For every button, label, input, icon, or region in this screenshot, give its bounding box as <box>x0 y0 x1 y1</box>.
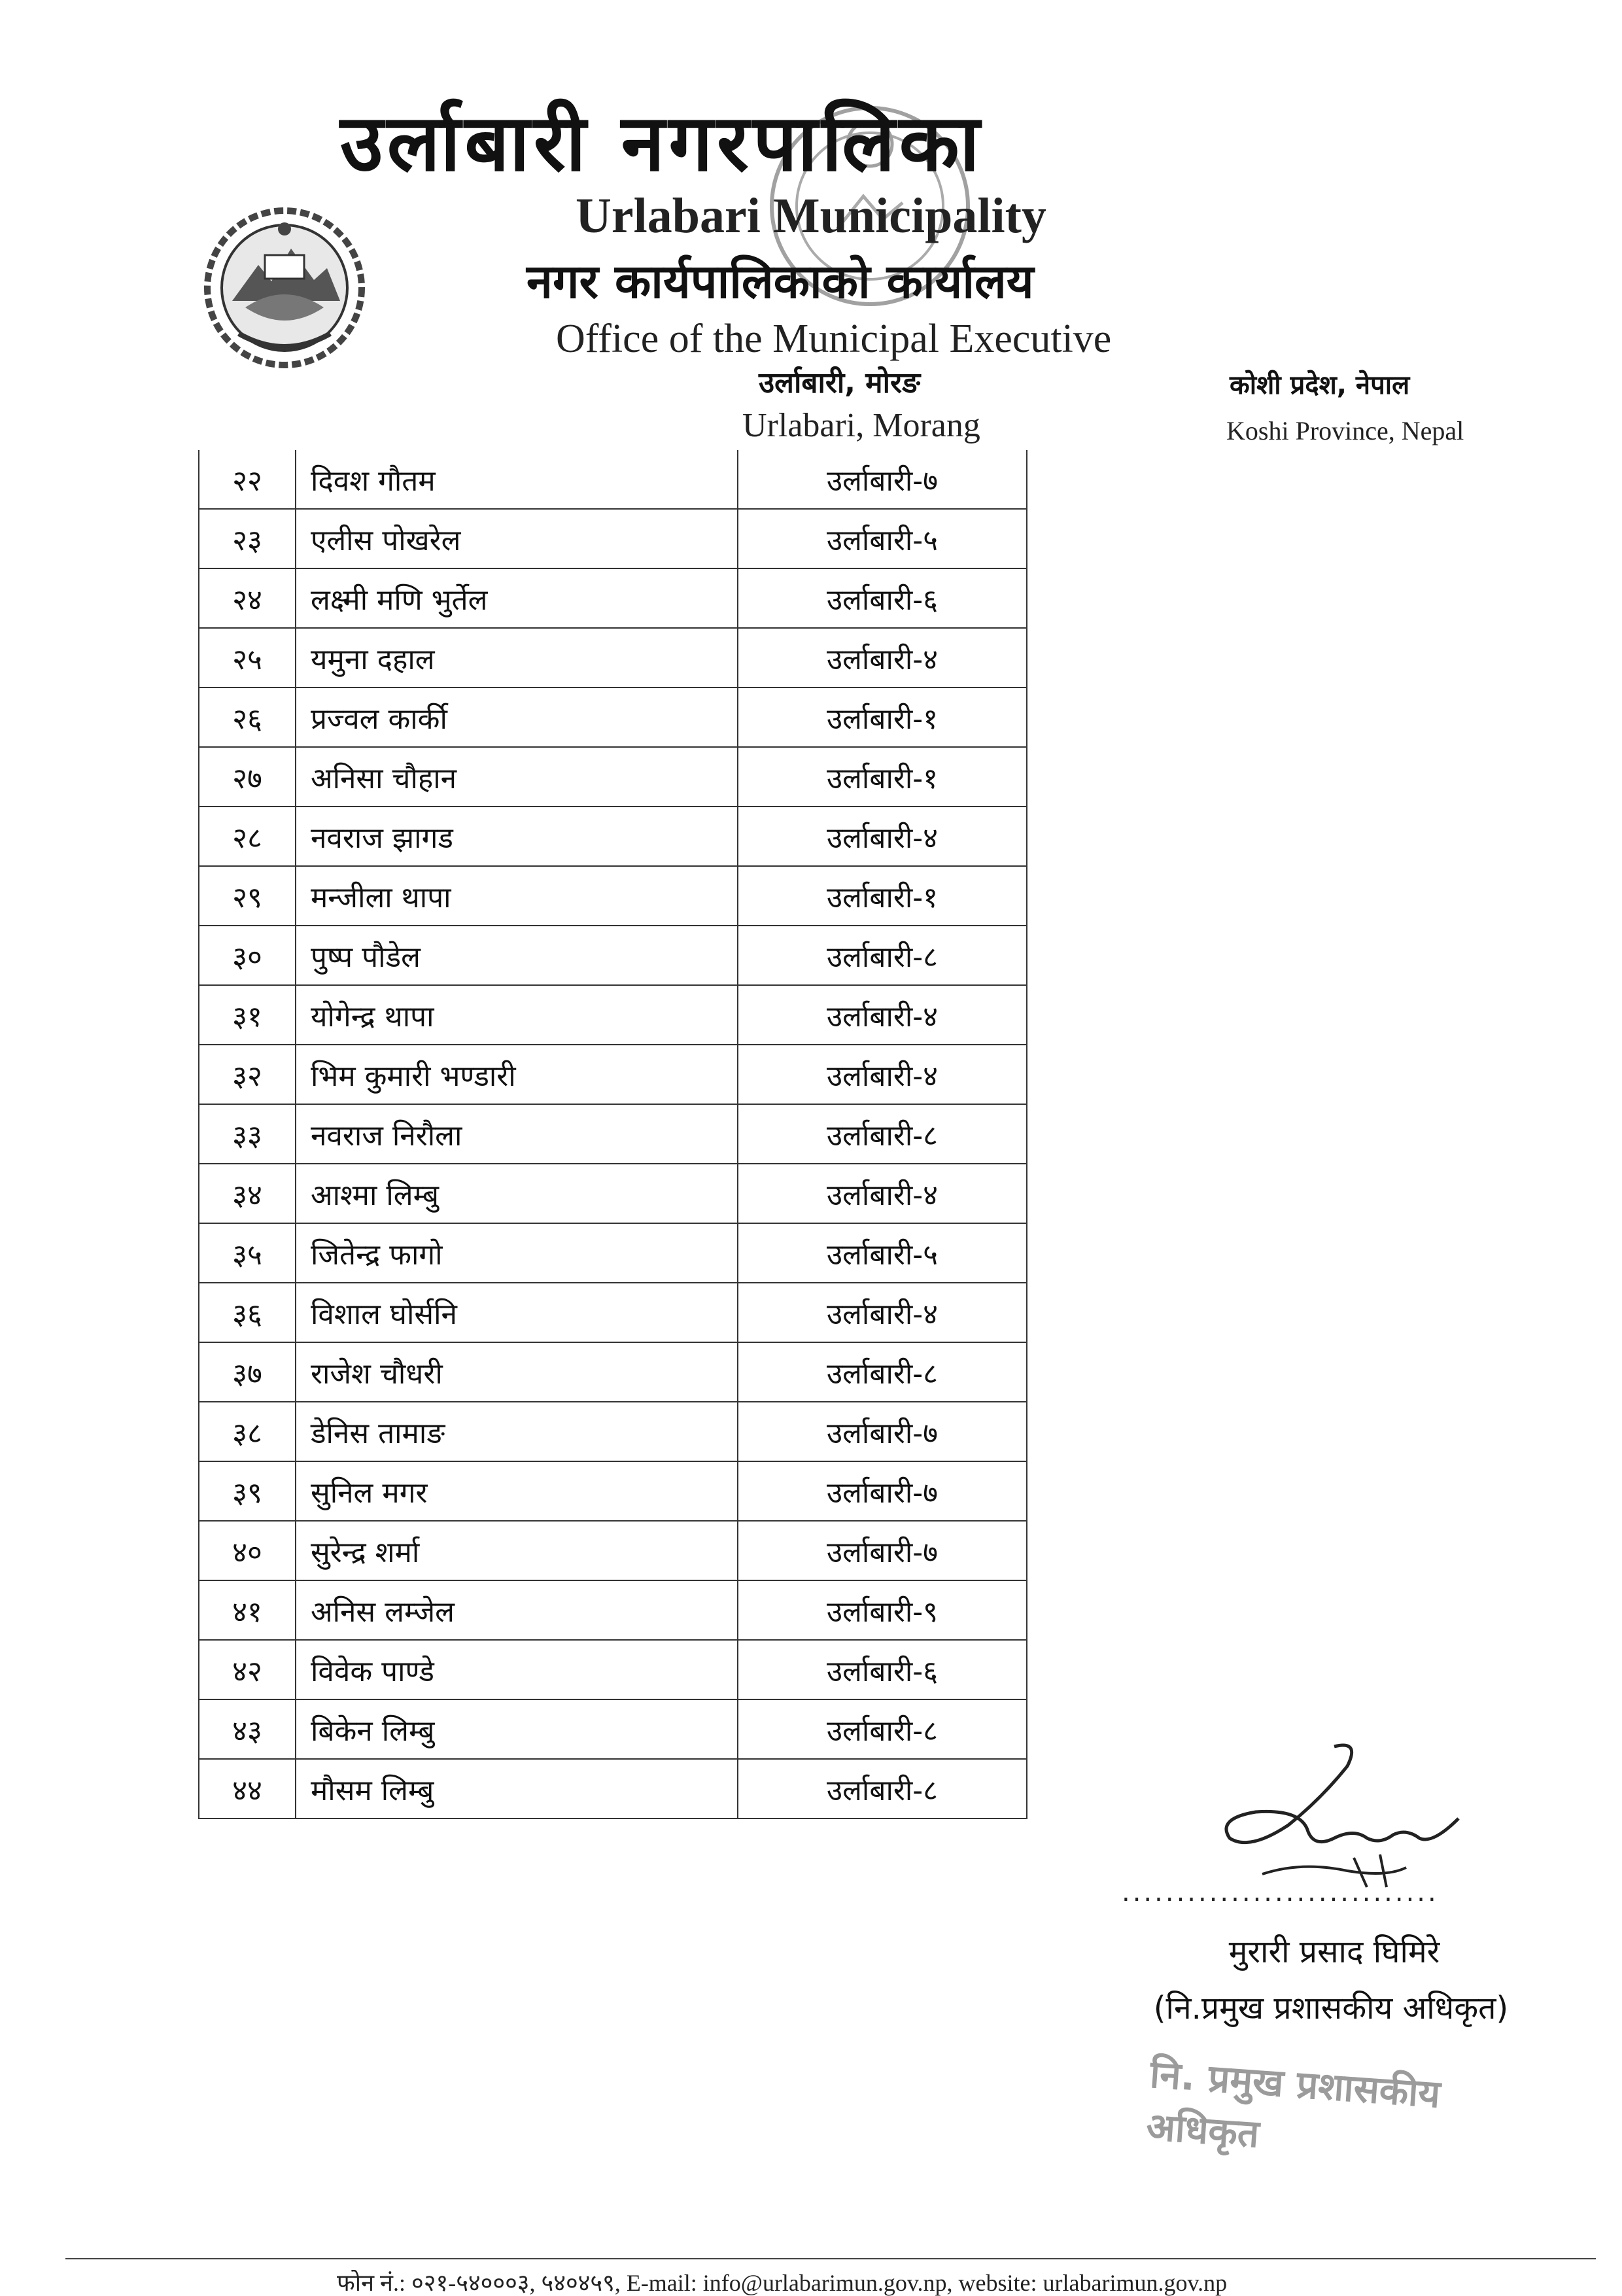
name-cell: विशाल घोर्सनि <box>296 1283 738 1342</box>
name-cell: पुष्प पौडेल <box>296 926 738 985</box>
name-cell: एलीस पोखरेल <box>296 509 738 568</box>
table-row <box>199 1104 1027 1164</box>
table-row <box>199 1640 1027 1699</box>
table-row <box>199 1580 1027 1640</box>
name-list-body <box>199 450 1027 1818</box>
address-cell: उर्लाबारी-७ <box>738 450 1027 509</box>
address-cell: उर्लाबारी-४ <box>738 1045 1027 1104</box>
serial-number-cell: ३४ <box>199 1164 296 1223</box>
serial-number-cell: ३० <box>199 926 296 985</box>
name-cell: बिकेन लिम्बु <box>296 1699 738 1759</box>
table-row <box>199 1461 1027 1521</box>
designation-stamp: नि. प्रमुख प्रशासकीय अधिकृत <box>1145 2051 1442 2157</box>
table-row <box>199 866 1027 926</box>
name-cell: सुनिल मगर <box>296 1461 738 1521</box>
signatory-name: मुरारी प्रसाद घिमिरे <box>1228 1934 1440 1970</box>
address-cell: उर्लाबारी-८ <box>738 926 1027 985</box>
table-row <box>199 1164 1027 1223</box>
serial-number-cell: ३५ <box>199 1223 296 1283</box>
table-row <box>199 628 1027 687</box>
address-cell: उर्लाबारी-८ <box>738 1759 1027 1818</box>
table-row <box>199 687 1027 747</box>
name-cell: मन्जीला थापा <box>296 866 738 926</box>
name-cell: विवेक पाण्डे <box>296 1640 738 1699</box>
table-row <box>199 807 1027 866</box>
place-nepali: उर्लाबारी, मोरङ <box>759 366 921 400</box>
serial-number-cell: ४२ <box>199 1640 296 1699</box>
table-row <box>199 1402 1027 1461</box>
name-cell: अनिसा चौहान <box>296 747 738 807</box>
place-english: Urlabari, Morang <box>742 407 980 444</box>
table-row <box>199 985 1027 1045</box>
name-cell: सुरेन्द्र शर्मा <box>296 1521 738 1580</box>
address-cell: उर्लाबारी-४ <box>738 807 1027 866</box>
table-row <box>199 568 1027 628</box>
serial-number-cell: ४४ <box>199 1759 296 1818</box>
table-row <box>199 1283 1027 1342</box>
address-cell: उर्लाबारी-१ <box>738 687 1027 747</box>
address-cell: उर्लाबारी-८ <box>738 1699 1027 1759</box>
name-cell: जितेन्द्र फागो <box>296 1223 738 1283</box>
table-row <box>199 1223 1027 1283</box>
serial-number-cell: ४१ <box>199 1580 296 1640</box>
title-nepali: उर्लाबारी नगरपालिका <box>340 98 984 189</box>
nepal-coat-of-arms-icon <box>199 203 370 373</box>
address-cell: उर्लाबारी-४ <box>738 985 1027 1045</box>
serial-number-cell: ४० <box>199 1521 296 1580</box>
name-cell: दिवश गौतम <box>296 450 738 509</box>
title-english: Urlabari Municipality <box>576 188 1046 243</box>
footer-divider <box>65 2258 1596 2259</box>
serial-number-cell: ३२ <box>199 1045 296 1104</box>
serial-number-cell: ४३ <box>199 1699 296 1759</box>
address-cell: उर्लाबारी-५ <box>738 1223 1027 1283</box>
office-name-english: Office of the Municipal Executive <box>556 317 1112 361</box>
table-row <box>199 1759 1027 1818</box>
name-cell: राजेश चौधरी <box>296 1342 738 1402</box>
signature-line: ............................. <box>1122 1877 1439 1907</box>
name-cell: नवराज निरौला <box>296 1104 738 1164</box>
serial-number-cell: २३ <box>199 509 296 568</box>
serial-number-cell: २८ <box>199 807 296 866</box>
serial-number-cell: २५ <box>199 628 296 687</box>
serial-number-cell: २६ <box>199 687 296 747</box>
serial-number-cell: ३३ <box>199 1104 296 1164</box>
name-cell: अनिस लम्जेल <box>296 1580 738 1640</box>
province-english: Koshi Province, Nepal <box>1226 416 1464 445</box>
table-row <box>199 509 1027 568</box>
footer-contact: फोन नं.: ०२१-५४०००३, ५४०४५९, E-mail: info@urlabarimun.gov.np, website: urlabarimun.gov.np <box>337 2270 1228 2296</box>
name-cell: नवराज झागड <box>296 807 738 866</box>
address-cell: उर्लाबारी-८ <box>738 1342 1027 1402</box>
address-cell: उर्लाबारी-७ <box>738 1402 1027 1461</box>
name-cell: डेनिस तामाङ <box>296 1402 738 1461</box>
address-cell: उर्लाबारी-९ <box>738 1580 1027 1640</box>
table-row <box>199 926 1027 985</box>
name-cell: भिम कुमारी भण्डारी <box>296 1045 738 1104</box>
address-cell: उर्लाबारी-४ <box>738 1283 1027 1342</box>
address-cell: उर्लाबारी-४ <box>738 628 1027 687</box>
serial-number-cell: २४ <box>199 568 296 628</box>
address-cell: उर्लाबारी-७ <box>738 1461 1027 1521</box>
serial-number-cell: २२ <box>199 450 296 509</box>
name-cell: योगेन्द्र थापा <box>296 985 738 1045</box>
serial-number-cell: २९ <box>199 866 296 926</box>
table-row <box>199 1045 1027 1104</box>
address-cell: उर्लाबारी-८ <box>738 1104 1027 1164</box>
address-cell: उर्लाबारी-७ <box>738 1521 1027 1580</box>
table-row <box>199 1699 1027 1759</box>
table-row <box>199 747 1027 807</box>
address-cell: उर्लाबारी-६ <box>738 568 1027 628</box>
name-cell: आश्मा लिम्बु <box>296 1164 738 1223</box>
address-cell: उर्लाबारी-४ <box>738 1164 1027 1223</box>
address-cell: उर्लाबारी-५ <box>738 509 1027 568</box>
serial-number-cell: २७ <box>199 747 296 807</box>
serial-number-cell: ३९ <box>199 1461 296 1521</box>
name-cell: लक्ष्मी मणि भुर्तेल <box>296 568 738 628</box>
serial-number-cell: ३६ <box>199 1283 296 1342</box>
serial-number-cell: ३१ <box>199 985 296 1045</box>
name-cell: प्रज्वल कार्की <box>296 687 738 747</box>
table-row <box>199 1521 1027 1580</box>
serial-number-cell: ३७ <box>199 1342 296 1402</box>
name-cell: यमुना दहाल <box>296 628 738 687</box>
name-cell: मौसम लिम्बु <box>296 1759 738 1818</box>
province-nepali: कोशी प्रदेश, नेपाल <box>1230 370 1410 400</box>
serial-number-cell: ३८ <box>199 1402 296 1461</box>
name-list-table <box>198 450 1027 1819</box>
address-cell: उर्लाबारी-१ <box>738 866 1027 926</box>
table-row <box>199 1342 1027 1402</box>
signatory-title: (नि.प्रमुख प्रशासकीय अधिकृत) <box>1153 1990 1509 2026</box>
address-cell: उर्लाबारी-६ <box>738 1640 1027 1699</box>
address-cell: उर्लाबारी-१ <box>738 747 1027 807</box>
table-row <box>199 450 1027 509</box>
office-name-nepali: नगर कार्यपालिकाको कार्यालय <box>526 254 1034 309</box>
